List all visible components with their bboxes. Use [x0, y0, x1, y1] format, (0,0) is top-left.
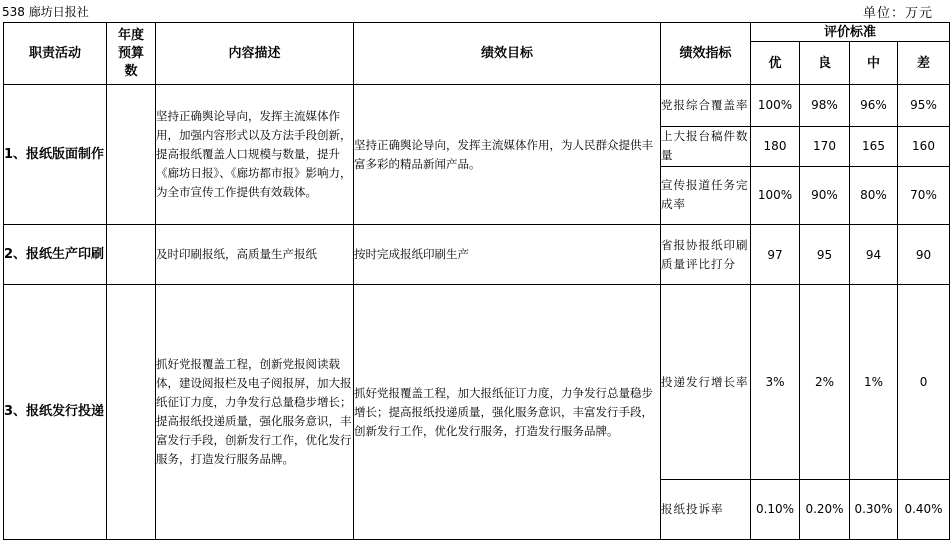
- content-cell: 及时印刷报纸，高质量生产报纸: [156, 225, 354, 285]
- good-value: 0.20%: [800, 479, 850, 539]
- budget-cell: [107, 85, 156, 225]
- goal-cell: 坚持正确舆论导向，发挥主流媒体作用，为人民群众提供丰富多彩的精品新闻产品。: [354, 85, 661, 225]
- organization-label: 538 廊坊日报社: [2, 5, 89, 19]
- poor-value: 90: [898, 225, 950, 285]
- col-header-good: 良: [800, 42, 850, 85]
- indicator-cell: 省报协报纸印刷质量评比打分: [661, 225, 751, 285]
- poor-value: 70%: [898, 166, 950, 224]
- good-value: 170: [800, 126, 850, 166]
- goal-cell: 按时完成报纸印刷生产: [354, 225, 661, 285]
- indicator-cell: 宣传报道任务完成率: [661, 166, 751, 224]
- excellent-value: 100%: [751, 85, 800, 126]
- header-row-1: [4, 23, 950, 42]
- poor-value: 0.40%: [898, 479, 950, 539]
- col-header-excellent: 优: [751, 42, 800, 85]
- activity-cell: 2、报纸生产印刷: [4, 225, 107, 285]
- col-header-budget: 年度预算数: [107, 23, 156, 85]
- poor-value: 0: [898, 285, 950, 479]
- content-cell: 坚持正确舆论导向，发挥主流媒体作用，加强内容形式以及方法手段创新，提高报纸覆盖人口规模与数量，提升《廊坊日报》、《廊坊都市报》影响力，为全市宣传工作提供有效载体。: [156, 85, 354, 225]
- medium-value: 1%: [850, 285, 898, 479]
- poor-value: 160: [898, 126, 950, 166]
- activity-cell: 1、报纸版面制作: [4, 85, 107, 225]
- poor-value: 95%: [898, 85, 950, 126]
- good-value: 95: [800, 225, 850, 285]
- good-value: 98%: [800, 85, 850, 126]
- medium-value: 94: [850, 225, 898, 285]
- content-cell: 抓好党报覆盖工程，创新党报阅读载体，建设阅报栏及电子阅报屏，加大报纸征订力度，力争发行总量稳步增长；提高报纸投递质量，强化服务意识，丰富发行手段，创新发行工作，优化发行服务，打造发行服务品牌。: [156, 285, 354, 540]
- medium-value: 80%: [850, 166, 898, 224]
- activity-cell: 3、报纸发行投递: [4, 285, 107, 540]
- good-value: 90%: [800, 166, 850, 224]
- table-row: [4, 285, 950, 479]
- col-header-goal: 绩效目标: [354, 23, 661, 85]
- excellent-value: 100%: [751, 166, 800, 224]
- indicator-cell: 上大报台稿件数量: [661, 126, 751, 166]
- budget-cell: [107, 285, 156, 540]
- budget-cell: [107, 225, 156, 285]
- excellent-value: 97: [751, 225, 800, 285]
- col-header-medium: 中: [850, 42, 898, 85]
- table-row: [4, 85, 950, 126]
- goal-cell: 抓好党报覆盖工程，加大报纸征订力度，力争发行总量稳步增长；提高报纸投递质量，强化服务意识，丰富发行手段，创新发行工作，优化发行服务，打造发行服务品牌。: [354, 285, 661, 540]
- performance-table: [3, 22, 950, 540]
- indicator-cell: 投递发行增长率: [661, 285, 751, 479]
- excellent-value: 3%: [751, 285, 800, 479]
- indicator-cell: 报纸投诉率: [661, 479, 751, 539]
- col-header-content: 内容描述: [156, 23, 354, 85]
- col-header-activity: 职责活动: [4, 23, 107, 85]
- indicator-cell: 党报综合覆盖率: [661, 85, 751, 126]
- col-header-criteria: 评价标准: [751, 23, 950, 42]
- medium-value: 0.30%: [850, 479, 898, 539]
- col-header-indicator: 绩效指标: [661, 23, 751, 85]
- medium-value: 96%: [850, 85, 898, 126]
- good-value: 2%: [800, 285, 850, 479]
- medium-value: 165: [850, 126, 898, 166]
- col-header-poor: 差: [898, 42, 950, 85]
- top-bar: [0, 0, 951, 22]
- table-row: [4, 225, 950, 285]
- unit-label: 单位：万元: [862, 6, 933, 21]
- excellent-value: 180: [751, 126, 800, 166]
- excellent-value: 0.10%: [751, 479, 800, 539]
